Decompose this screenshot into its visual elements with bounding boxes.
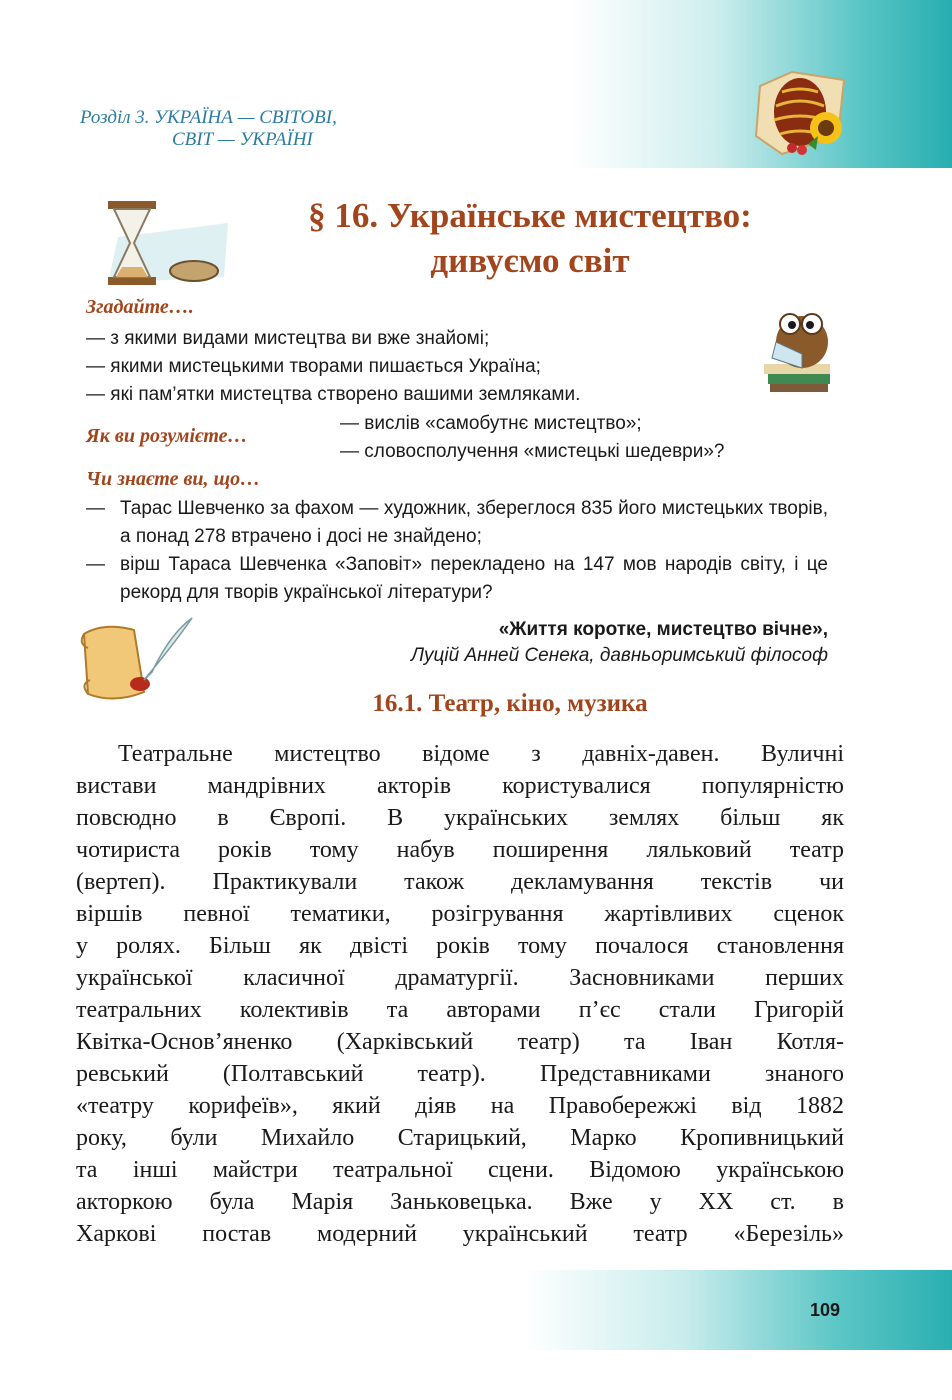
chapter-header [80,107,337,151]
body-line: «театру корифеїв», який діяв на Правобережжі від 1882 [76,1093,844,1119]
body-line: Харкові постав модерний український театр «Березіль» [76,1221,844,1247]
section-heading: 16.1. Театр, кіно, музика [372,690,648,717]
recall-heading: Згадайте…. [86,296,194,318]
body-line: Квітка-Основ’яненко (Харківський театр) та Іван Котля- [76,1029,844,1055]
page-number: 109 [810,1300,841,1320]
know-item-text: вірш Тараса Шевченка «Заповіт» перекладено на 147 мов народів світу, і це рекорд для творів української літератури? [120,554,828,603]
body-line: року, були Михайло Старицький, Марко Кропивницький [76,1125,844,1151]
know-item-dash: — [86,498,105,519]
title-line-1: § 16. Українське мистецтво: [308,196,752,235]
owl-reading-icon [762,298,836,394]
body-line: Театральне мистецтво відоме з давніх-давен. Вуличні [118,741,844,767]
body-line: театральних колективів та авторами п’єс стали Григорій [76,997,844,1023]
recall-item: — які пам’ятки мистецтва створено вашими земляками. [86,384,581,405]
epigraph-quote: «Життя коротке, мистецтво вічне», [498,619,828,640]
body-line: чотириста років тому набув поширення ляльковий театр [76,837,844,863]
body-line: віршів певної тематики, розігрування жартівливих сценок [76,901,844,927]
chapter-line-1: Розділ 3. УКРАЇНА — СВІТОВІ, [80,107,337,128]
pysanka-sunflower-icon [752,66,852,160]
know-item [86,495,828,551]
body-line: акторкою була Марія Заньковецька. Вже у ХХ ст. в [76,1189,844,1215]
body-line: ревський (Полтавський театр). Представниками знаного [76,1061,844,1087]
know-item-text: Тарас Шевченко за фахом — художник, збереглося 835 його мистецьких творів, а понад 278 втрачено і досі не знайдено; [120,498,828,547]
section-body [76,738,844,1250]
recall-item: — з якими видами мистецтва ви вже знайомі; [86,328,490,349]
understand-item: — словосполучення «мистецькі шедеври»? [340,441,725,462]
body-line: у ролях. Більш як двісті років тому почалося становлення [76,933,844,959]
recall-item: — якими мистецькими творами пишається Україна; [86,356,541,377]
epigraph [411,617,828,669]
paragraph-title [240,193,820,283]
body-line: повсюдно в Європі. В українських землях більш як [76,805,844,831]
know-list [86,495,828,607]
body-line: (вертеп). Практикували також декламування текстів чи [76,869,844,895]
epigraph-author: Луцій Анней Сенека, давньоримський філософ [411,645,828,666]
understand-list [340,410,724,466]
know-heading: Чи знаєте ви, що… [86,468,261,490]
know-item-dash: — [86,554,105,575]
body-line: української класичної драматургії. Засновниками перших [76,965,844,991]
body-line: вистави мандрівних акторів користувалися популярністю [76,773,844,799]
body-line: та інші майстри театральної сцени. Відомою українською [76,1157,844,1183]
hourglass-icon [78,197,228,289]
know-item [86,551,828,607]
title-line-2: дивуємо світ [430,241,630,280]
recall-list [86,325,580,409]
understand-heading: Як ви розумієте… [86,425,248,447]
understand-item: — вислів «самобутнє мистецтво»; [340,413,642,434]
scroll-quill-icon [74,614,196,706]
chapter-line-2: СВІТ — УКРАЇНІ [172,129,313,150]
